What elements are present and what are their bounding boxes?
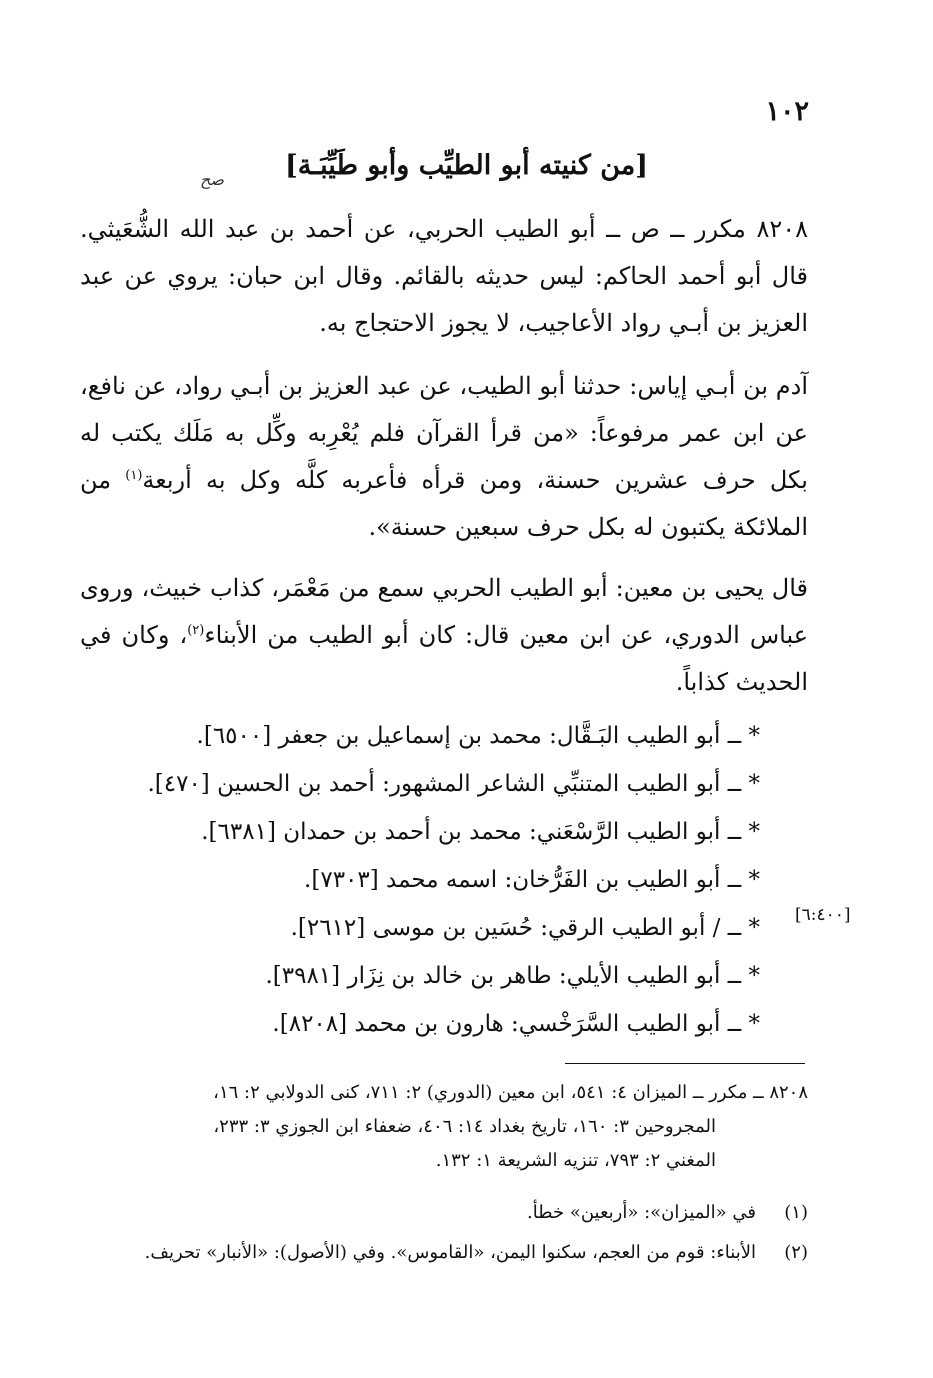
footnote-line: المجروحين ٣: ١٦٠، تاريخ بغداد ١٤: ٤٠٦، ضعفاء ابن الجوزي ٣: ٢٣٣، bbox=[213, 1116, 716, 1137]
footnote-line: ٨٢٠٨ ــ مكرر ــ الميزان ٤: ٥٤١، ابن معين (الدوري) ٢: ٧١١، كنى الدولابي ٢: ١٦، bbox=[213, 1082, 808, 1103]
list-item: * ــ أبو الطيب الرَّسْعَني: محمد بن أحمد بن حمدان [٦٣٨١]. bbox=[201, 819, 760, 845]
footnote-text: الأبناء: قوم من العجم، سكنوا اليمن، «القاموس». وفي (الأصول): «الأنبار» تحريف. bbox=[144, 1242, 756, 1263]
footnote-number: (١) bbox=[784, 1202, 808, 1223]
footnote-text: في «الميزان»: «أربعين» خطأ. bbox=[527, 1202, 756, 1223]
list-item: * ــ أبو الطيب الأيلي: طاهر بن خالد بن نِزَار [٣٩٨١]. bbox=[265, 963, 760, 989]
list-item: * ــ أبو الطيب بن الفَرُّخان: اسمه محمد [٧٣٠٣]. bbox=[304, 867, 760, 893]
paragraph-text: ٨٢٠٨ مكرر ــ ص ــ أبو الطيب الحربي، عن أحمد بن عبد الله الشُّعَيثي. قال أبو أحمد الحاكم: ليس حديثه بالقائم. وقال ابن حبان: يروي عن عبد العزيز بن أبـي رواد الأعاجيب، لا يجوز الاحتجاج به. bbox=[80, 215, 808, 337]
list-item: * ــ أبو الطيب المتنبِّي الشاعر المشهور: أحمد بن الحسين [٤٧٠]. bbox=[147, 771, 760, 797]
paragraph-text: قال يحيى بن معين: أبو الطيب الحربي سمع من مَعْمَر، كذاب خبيث، وروى عباس الدوري، عن ابن معين قال: كان أبو الطيب من الأبناء bbox=[80, 574, 809, 649]
margin-volume-reference: [٦:٤٠٠] bbox=[795, 905, 851, 925]
paragraph-text-tail: من الملائكة يكتبون له بكل حرف سبعين حسنة». bbox=[80, 466, 808, 541]
footnote-divider bbox=[565, 1063, 805, 1064]
page-number: ١٠٢ bbox=[765, 96, 809, 127]
paragraph-text: آدم بن أبـي إياس: حدثنا أبو الطيب، عن عبد العزيز بن أبـي رواد، عن نافع، عن ابن عمر مرفوعاً: «من قرأ القرآن فلم يُعْرِبه وكِّل به مَلَك يكتب له بكل حرف عشرين حسنة، ومن قرأه فأعربه كلَّه وكل به أربعة bbox=[80, 372, 808, 494]
handwritten-margin-mark: صح bbox=[200, 170, 224, 189]
footnote-line: المغني ٢: ٧٩٣، تنزيه الشريعة ١: ١٣٢. bbox=[435, 1150, 716, 1171]
footnote-1 bbox=[80, 1196, 808, 1230]
list-item: * ــ / أبو الطيب الرقي: حُسَين بن موسى [٢٦١٢]. bbox=[290, 915, 760, 941]
entry-paragraph-3 bbox=[80, 565, 808, 706]
section-heading: [من كنيته أبو الطيِّب وأبو طَيِّبَـة] bbox=[284, 150, 648, 181]
footnote-ref-1: (١) bbox=[125, 468, 143, 483]
footnote-number: (٢) bbox=[784, 1242, 808, 1263]
entry-paragraph-2 bbox=[80, 363, 808, 551]
footnote-sources bbox=[80, 1076, 808, 1178]
entry-paragraph-1 bbox=[80, 206, 808, 347]
list-item: * ــ أبو الطيب البَـقَّال: محمد بن إسماعيل بن جعفر [٦٥٠٠]. bbox=[196, 723, 760, 749]
paragraph-text-tail: ، وكان في الحديث كذاباً. bbox=[80, 621, 808, 696]
footnote-ref-2: (٢) bbox=[187, 623, 205, 638]
kunya-list bbox=[80, 712, 760, 1048]
footnote-2 bbox=[80, 1236, 808, 1270]
list-item: * ــ أبو الطيب السَّرَخْسي: هارون بن محمد [٨٢٠٨]. bbox=[272, 1011, 760, 1037]
